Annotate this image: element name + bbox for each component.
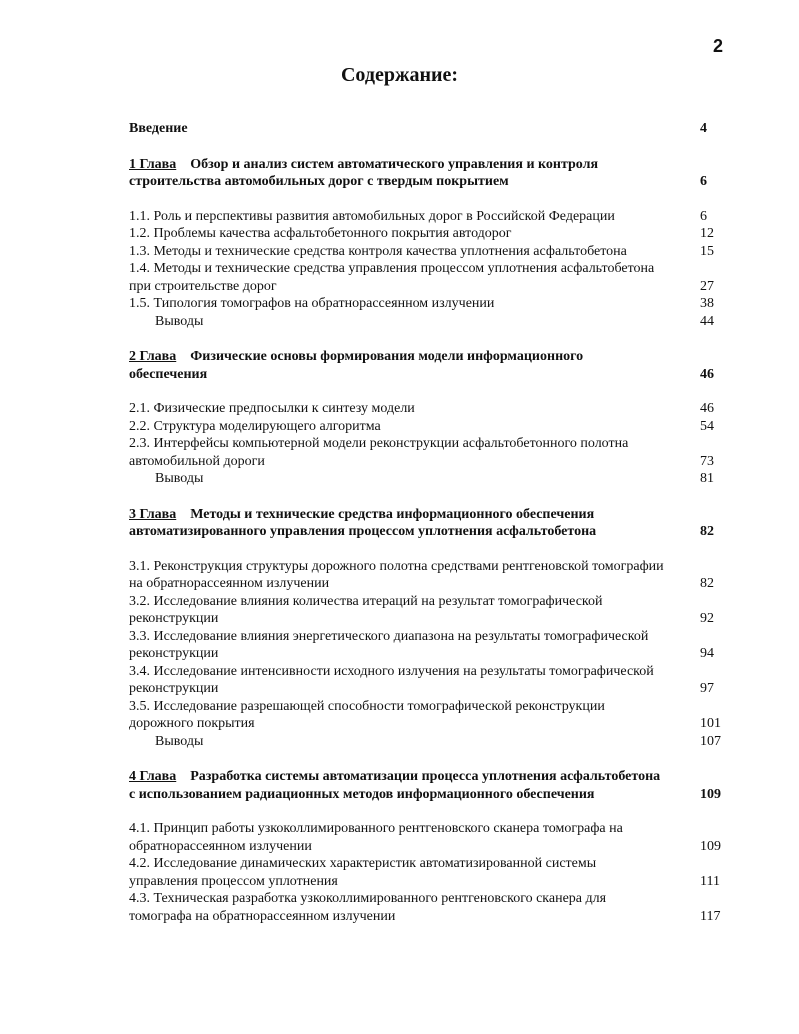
toc-section: 3.1. Реконструкция структуры дорожного полотна средствами рентгеновской томографии на обратнорассеянном излучении 82	[129, 558, 714, 591]
toc-section: 4.1. Принцип работы узкоколлимированного рентгеновского сканера томографа на обратнорассеянном излучении 109	[129, 821, 721, 854]
chapter-2-title: Физические основы формирования модели информационного обеспечения	[129, 349, 584, 382]
chapter-2-page: 46	[700, 366, 714, 382]
page-number: 2	[713, 36, 724, 56]
toc-section: 3.3. Исследование влияния энергетического диапазона на результаты томографической реконструкции 94	[129, 628, 714, 661]
chapter-4-label: 4 Глава	[129, 769, 177, 784]
table-of-contents	[129, 120, 721, 925]
chapter-3-title: Методы и технические средства информационного обеспечения автоматизированного управления процессом уплотнения асфальтобетона	[129, 506, 597, 539]
toc-chapter-1	[129, 156, 721, 191]
chapter-1-label: 1 Глава	[129, 156, 177, 172]
toc-section: 3.5. Исследование разрешающей способности томографической реконструкции дорожного покрытия 101	[129, 698, 721, 731]
toc-conclusions: Выводы 107	[155, 733, 721, 749]
toc-section: 1.2. Проблемы качества асфальтобетонного покрытия автодорог 12	[129, 226, 714, 241]
toc-chapter-2	[129, 348, 721, 383]
chapter-1-title: Обзор и анализ систем автоматического управления и контроля строительства автомобильных дорог с твердым покрытием	[129, 156, 599, 189]
toc-section: 4.3. Техническая разработка узкоколлимированного рентгеновского сканера для томографа на обратнорассеянном излучении 117	[129, 891, 721, 924]
chapter-4-page: 109	[700, 786, 721, 802]
chapter-4-title: Разработка системы автоматизации процесса уплотнения асфальтобетона с использованием радиационных методов информационного обеспечения	[129, 769, 661, 802]
toc-section: 2.3. Интерфейсы компьютерной модели реконструкции асфальтобетонного полотна автомобильной дороги 73	[129, 436, 714, 469]
chapter-1-page: 6	[700, 174, 707, 189]
toc-section: 3.2. Исследование влияния количества итераций на результат томографической реконструкции 92	[129, 593, 714, 626]
toc-intro	[129, 120, 721, 138]
toc-chapter-3	[129, 506, 721, 541]
toc-conclusions: Выводы 44	[155, 313, 714, 329]
toc-intro-page: 4	[700, 121, 707, 136]
page-title: Содержание:	[340, 64, 459, 86]
toc-chapter-4	[129, 768, 721, 803]
chapter-2-label: 2 Глава	[129, 349, 177, 364]
toc-section: 2.2. Структура моделирующего алгоритма 54	[129, 418, 714, 434]
toc-intro-text: Введение	[129, 121, 188, 136]
toc-conclusions: Выводы 81	[155, 471, 714, 486]
toc-section: 1.5. Типология томографов на обратнорассеянном излучении 38	[129, 296, 714, 311]
toc-section: 1.1. Роль и перспективы развития автомобильных дорог в Российской Федерации 6	[129, 208, 707, 224]
toc-section: 1.3. Методы и технические средства контроля качества уплотнения асфальтобетона 15	[129, 243, 714, 259]
toc-section: 2.1. Физические предпосылки к синтезу модели 46	[129, 401, 714, 416]
chapter-3-page: 82	[700, 524, 714, 539]
chapter-3-label: 3 Глава	[129, 506, 177, 522]
toc-section: 4.2. Исследование динамических характеристик автоматизированной системы управления процессом уплотнения 111	[129, 856, 720, 889]
toc-section: 1.4. Методы и технические средства управления процессом уплотнения асфальтобетона при строительстве дорог 27	[129, 261, 714, 294]
toc-section: 3.4. Исследование интенсивности исходного излучения на результаты томографической реконструкции 97	[129, 663, 714, 696]
